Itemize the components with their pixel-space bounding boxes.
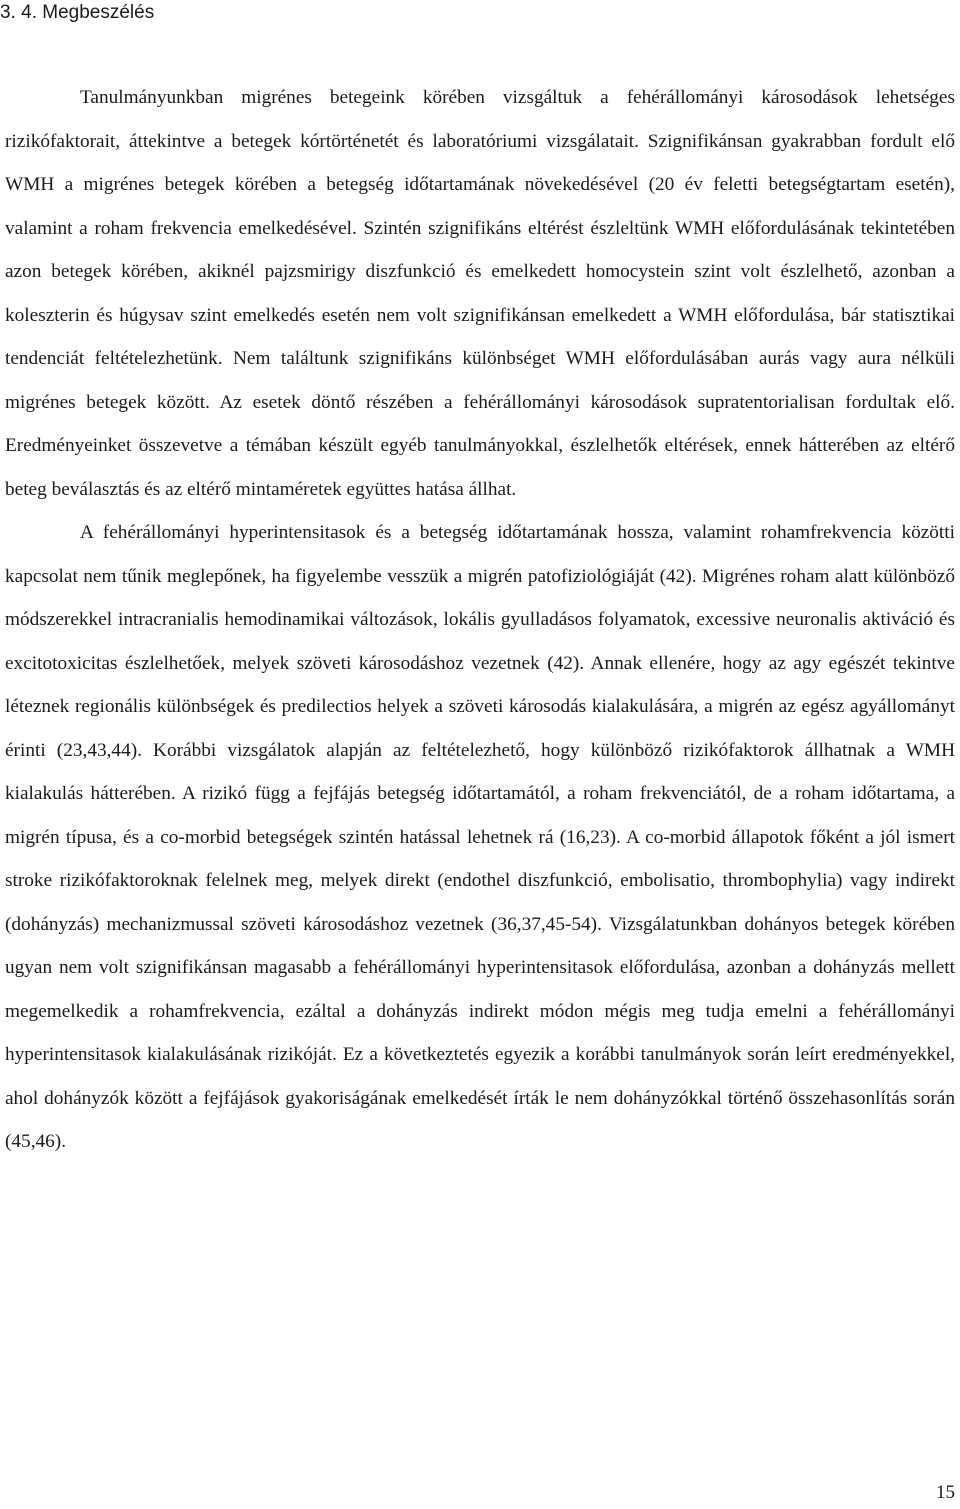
section-heading: 3. 4. Megbeszélés [0, 2, 155, 23]
paragraph-1: Tanulmányunkban migrénes betegeink körében vizsgáltuk a fehérállományi károsodások lehetséges rizikófaktorait, áttekintve a betegek kórtörténetét és laboratóriumi vizsgálatait. Szignifikánsan gyakrabban fordult elő WMH a migrénes betegek körében a betegség időtartamának növekedésével (20 év feletti betegségtartam esetén), valamint a roham frekvencia emelkedésével. Szintén szignifikáns eltérést észleltünk WMH előfordulásának tekintetében azon betegek körében, akiknél pajzsmirigy diszfunkció és emelkedett homocystein szint volt észlelhető, azonban a koleszterin és húgysav szint emelkedés esetén nem volt szignifikánsan emelkedett a WMH előfordulása, bár statisztikai tendenciát feltételezhetünk. Nem találtunk szignifikáns különbséget WMH előfordulásában aurás vagy aura nélküli migrénes betegek között. Az esetek döntő részében a fehérállományi károsodások supratentorialisan fordultak elő. Eredményeinket összevetve a témában készült egyéb tanulmányokkal, észlelhetők eltérések, ennek hátterében az eltérő beteg beválasztás és az eltérő mintaméretek együttes hatása állhat. [5, 87, 955, 500]
body-text [5, 76, 955, 1164]
page-number: 15 [936, 1482, 955, 1503]
paragraph-2: A fehérállományi hyperintensitasok és a betegség időtartamának hossza, valamint rohamfrekvencia közötti kapcsolat nem tűnik meglepőnek, ha figyelembe vesszük a migrén patofiziológiáját (42). Migrénes roham alatt különböző módszerekkel intracranialis hemodinamikai változások, lokális gyulladásos folyamatok, excessive neuronalis aktiváció és excitotoxicitas észlelhetőek, melyek szöveti károsodáshoz vezetnek (42). Annak ellenére, hogy az agy egészét tekintve léteznek regionális különbségek és predilectios helyek a szöveti károsodás kialakulására, a migrén az egész agyállományt érinti (23,43,44). Korábbi vizsgálatok alapján az feltételezhető, hogy különböző rizikófaktorok állhatnak a WMH kialakulás hátterében. A rizikó függ a fejfájás betegség időtartamától, a roham frekvenciától, de a roham időtartama, a migrén típusa, és a co-morbid betegségek szintén hatással lehetnek rá (16,23). A co-morbid állapotok főként a jól ismert stroke rizikófaktoroknak felelnek meg, melyek direkt (endothel diszfunkció, embolisatio, thrombophylia) vagy indirekt (dohányzás) mechanizmussal szöveti károsodáshoz vezetnek (36,37,45-54). Vizsgálatunkban dohányos betegek körében ugyan nem volt szignifikánsan magasabb a fehérállományi hyperintensitasok előfordulása, azonban a dohányzás mellett megemelkedik a rohamfrekvencia, ezáltal a dohányzás indirekt módon mégis meg tudja emelni a fehérállományi hyperintensitasok kialakulásának rizikóját. Ez a következtetés egyezik a korábbi tanulmányok során leírt eredményekkel, ahol dohányzók között a fejfájások gyakoriságának emelkedését írták le nem dohányzókkal történő összehasonlítás során (45,46). [5, 522, 955, 1152]
